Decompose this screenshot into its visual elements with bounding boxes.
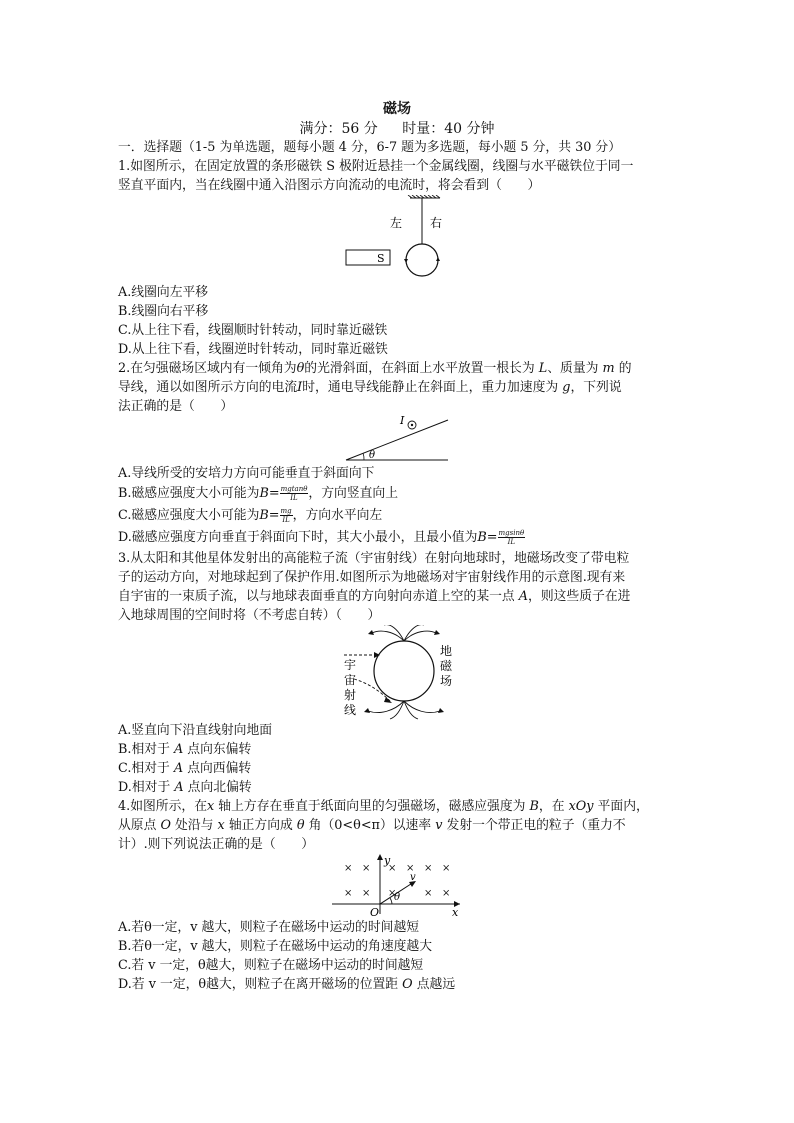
q3-option-b: B.相对于 A 点向东偏转 [118,742,252,757]
incline-diagram [118,416,678,464]
ray-label-3: 射 [344,688,357,702]
q2-line1: 2.在匀强磁场区域内有一倾角为θ的光滑斜面，在斜面上水平放置一根长为 L、质量为 m 的 [118,361,632,376]
theta-label: θ [394,892,401,903]
xy-field-diagram [118,854,678,918]
q1-line2: 竖直平面内，当在线圈中通入沿图示方向流动的电流时，将会看到（ ） [118,178,541,193]
current-label: I [400,416,405,427]
section-heading: 一．选择题（1-5 为单选题，题每小题 4 分，6-7 题为多选题，每小题 5 分，共 30 分） [118,140,622,155]
q3-line4: 入地球周围的空间时将（不考虑自转）（ ） [118,608,381,623]
field-label-1: 地 [440,644,453,658]
svg-text:×: × [406,863,415,874]
q3-option-c: C.相对于 A 点向西偏转 [118,761,252,776]
q1-figure [118,195,678,283]
svg-text:×: × [344,863,353,874]
velocity-label: v [410,872,416,883]
q4-line2: 从原点 O 处沿与 x 轴正方向成 θ 角（0<θ<π）以速率 v 发射一个带正电的粒子（重力不 [118,818,626,833]
q3-line1: 3.从太阳和其他星体发射出的高能粒子流（宇宙射线）在射向地球时，地磁场改变了带电粒 [118,551,630,566]
field-label-3: 场 [440,674,453,688]
ray-label-4: 线 [344,703,357,717]
q1-option-d: D.从上往下看，线圈逆时针转动，同时靠近磁铁 [118,342,388,357]
svg-text:×: × [388,863,397,874]
svg-text:×: × [424,863,433,874]
svg-text:×: × [388,888,397,899]
q4-option-d: D.若 v 一定，θ越大，则粒子在离开磁场的位置距 O 点越远 [118,977,456,992]
page-title: 磁场 [383,101,411,117]
q4-option-c: C.若 v 一定，θ越大，则粒子在磁场中运动的时间越短 [118,958,424,973]
ray-label-1: 宇 [344,658,357,672]
q2-figure [118,416,678,464]
magnet-coil-diagram [118,195,678,283]
q2-line3: 法正确的是（ ） [118,399,234,414]
svg-text:×: × [424,888,433,899]
right-label: 右 [430,216,443,230]
q1-option-a: A.线圈向左平移 [118,285,209,300]
questions [118,138,678,994]
y-axis-label: y [384,854,391,867]
q3-figure [118,625,678,721]
q2-option-b: B.磁感应强度大小可能为B= $\frac{mgtan\theta}{IL}$ ，方向竖直向上 [118,485,398,502]
q1-option-b: B.线圈向右平移 [118,304,209,319]
q3-option-a: A.竖直向下沿直线射向地面 [118,723,273,738]
q4-figure [118,854,678,918]
origin-label: O [370,906,380,918]
time-label: 时量：40 分钟 [402,121,495,137]
ray-label-2: 宙 [344,673,357,687]
q2-option-a: A.导线所受的安培力方向可能垂直于斜面向下 [118,466,375,481]
svg-text:×: × [362,888,371,899]
q2-option-d: D.磁感应强度方向垂直于斜面向下时，其大小最小，且最小值为B= $\frac{mgsin\theta}{IL}$ [118,529,525,546]
q4-line1: 4.如图所示，在x 轴上方存在垂直于纸面向里的匀强磁场，磁感应强度为 B，在 xOy 平面内， [118,799,649,814]
q1-line1: 1.如图所示，在固定放置的条形磁铁 S 极附近悬挂一个金属线圈，线圈与水平磁铁位于同一 [118,159,634,174]
x-axis-label: x [452,906,459,918]
q2-line2: 导线，通以如图所示方向的电流I时，通电导线能静止在斜面上，重力加速度为 g，下列说 [118,380,622,395]
angle-label: θ [369,450,376,461]
q3-line2: 子的运动方向，对地球起到了保护作用.如图所示为地磁场对宇宙射线作用的示意图.现有来 [118,570,626,585]
left-label: 左 [390,216,403,230]
q4-option-b: B.若θ一定，v 越大，则粒子在磁场中运动的角速度越大 [118,939,433,954]
field-label-2: 磁 [440,659,453,673]
score-label: 满分：56 分 [299,121,378,137]
q4-line3: 计）.则下列说法正确的是（ ） [118,837,315,852]
q2-option-c: C.磁感应强度大小可能为B= $\frac{mg}{IL}$ ，方向水平向左 [118,507,383,524]
q4-option-a: A.若θ一定，v 越大，则粒子在磁场中运动的时间越短 [118,920,420,935]
q1-option-c: C.从上往下看，线圈顺时针转动，同时靠近磁铁 [118,323,388,338]
earth-magnetic-field-diagram [118,625,678,721]
magnet-pole-label: S [377,252,385,265]
svg-text:×: × [442,863,451,874]
svg-text:×: × [344,888,353,899]
svg-text:×: × [362,863,371,874]
q3-line3: 自宇宙的一束质子流，以与地球表面垂直的方向射向赤道上空的某一点 A，则这些质子在进 [118,589,631,604]
q3-option-d: D.相对于 A 点向北偏转 [118,780,252,795]
page-subtitle [0,118,794,138]
svg-text:×: × [442,888,451,899]
